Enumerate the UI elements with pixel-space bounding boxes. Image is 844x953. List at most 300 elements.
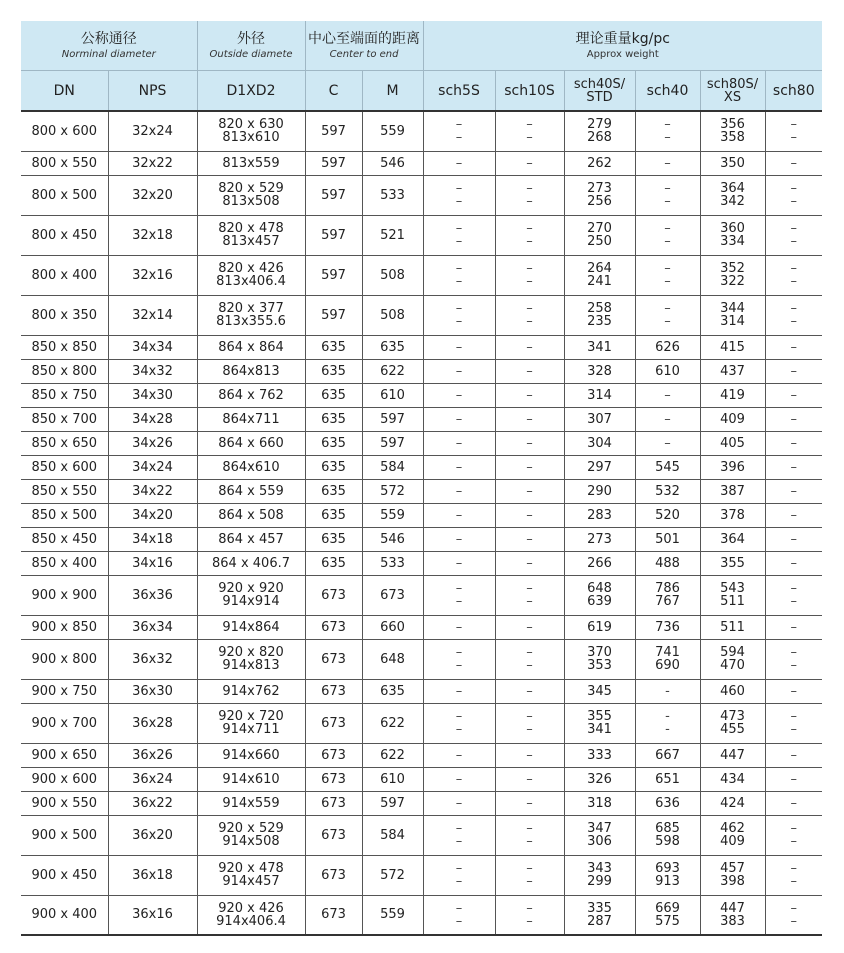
cell-line: 457 (720, 861, 745, 876)
cell-line: – (790, 874, 798, 889)
cell-sch80 (765, 455, 822, 479)
table-row (21, 215, 822, 255)
cell-sch40s (564, 431, 635, 455)
cell-line: – (664, 181, 671, 196)
cell-line: – (664, 314, 671, 329)
col-sch5s: sch5S (423, 71, 495, 112)
cell-sch40s (564, 151, 635, 175)
cell-line: – (664, 221, 671, 236)
cell-sch40 (635, 383, 700, 407)
cell-line: 920 x 720 (218, 709, 284, 724)
cell-c: 673 (305, 679, 362, 703)
cell-sch10s (495, 111, 564, 151)
header-weight-en: Approx weight (586, 48, 659, 60)
cell-line: – (455, 411, 463, 427)
cell-c: 597 (305, 295, 362, 335)
cell-od (197, 743, 305, 767)
cell-line: 283 (587, 507, 612, 523)
cell-m: 610 (362, 767, 423, 791)
cell-line: – (526, 459, 533, 475)
cell-sch10s (495, 335, 564, 359)
cell-line: 914x711 (222, 722, 280, 737)
cell-dn: 850 x 400 (21, 551, 108, 575)
cell-line: 864x813 (222, 363, 280, 379)
cell-line: 235 (587, 314, 612, 329)
cell-line: - (665, 722, 670, 737)
cell-nps: 36x18 (108, 855, 197, 895)
cell-sch80 (765, 679, 822, 703)
header-center-to-end (305, 21, 423, 71)
cell-line: – (455, 821, 463, 836)
cell-line: 920 x 920 (218, 581, 284, 596)
cell-m: 622 (362, 743, 423, 767)
cell-sch80 (765, 431, 822, 455)
table-row (21, 639, 822, 679)
cell-nps: 34x18 (108, 527, 197, 551)
cell-line: 914x457 (222, 874, 280, 889)
cell-sch10s (495, 151, 564, 175)
cell-sch10s (495, 743, 564, 767)
cell-c: 597 (305, 151, 362, 175)
cell-line: 350 (720, 155, 745, 171)
cell-line: 341 (587, 339, 612, 355)
cell-line: 264 (587, 261, 612, 276)
cell-sch10s (495, 551, 564, 575)
cell-c: 635 (305, 407, 362, 431)
cell-line: 639 (587, 594, 612, 609)
cell-line: – (455, 194, 463, 209)
cell-od (197, 855, 305, 895)
cell-line: 786 (655, 581, 680, 596)
cell-line: – (455, 130, 463, 146)
cell-sch80s (700, 679, 765, 703)
cell-od (197, 111, 305, 151)
cell-line: – (526, 581, 533, 596)
cell-sch80s (700, 151, 765, 175)
cell-line: – (664, 117, 671, 133)
cell-line: – (790, 459, 798, 475)
cell-nps: 34x22 (108, 479, 197, 503)
cell-m: 508 (362, 295, 423, 335)
cell-line: 347 (587, 821, 612, 836)
cell-nps: 32x16 (108, 255, 197, 295)
table-row (21, 383, 822, 407)
cell-sch80s (700, 895, 765, 935)
cell-line: 355 (587, 709, 612, 724)
cell-line: 532 (655, 483, 680, 499)
table-row (21, 767, 822, 791)
cell-dn: 850 x 850 (21, 335, 108, 359)
cell-line: 736 (655, 619, 680, 635)
cell-nps: 36x30 (108, 679, 197, 703)
cell-c: 597 (305, 255, 362, 295)
col-nps: NPS (108, 71, 197, 112)
cell-line: 820 x 478 (218, 221, 284, 236)
cell-line: 447 (720, 900, 745, 916)
cell-line: – (455, 581, 463, 596)
table-row (21, 679, 822, 703)
cell-c: 635 (305, 503, 362, 527)
cell-line: 335 (587, 900, 612, 916)
cell-line: – (790, 555, 798, 571)
cell-line: – (790, 483, 798, 499)
cell-sch40 (635, 575, 700, 615)
cell-line: 575 (655, 913, 680, 929)
cell-line: 462 (720, 821, 745, 836)
cell-line: 914x406.4 (216, 913, 286, 929)
cell-line: – (526, 435, 533, 451)
cell-line: – (526, 130, 533, 146)
cell-line: 314 (587, 387, 612, 403)
cell-sch80s (700, 615, 765, 639)
cell-sch40s (564, 815, 635, 855)
cell-line: – (526, 387, 533, 403)
cell-sch5s (423, 503, 495, 527)
cell-line: 864 x 864 (218, 339, 284, 355)
cell-line: 322 (720, 274, 745, 289)
cell-line: 598 (655, 834, 680, 849)
cell-sch5s (423, 407, 495, 431)
header-outside-en: Outside diamete (209, 48, 293, 60)
cell-c: 635 (305, 359, 362, 383)
cell-line: – (526, 821, 533, 836)
cell-sch10s (495, 767, 564, 791)
cell-sch80 (765, 255, 822, 295)
cell-line: 314 (720, 314, 745, 329)
cell-dn: 900 x 700 (21, 703, 108, 743)
table-row (21, 455, 822, 479)
col-c: C (305, 71, 362, 112)
cell-sch80s (700, 215, 765, 255)
cell-od (197, 431, 305, 455)
cell-sch10s (495, 359, 564, 383)
cell-line: 914x660 (222, 747, 280, 763)
cell-line: – (526, 709, 533, 724)
cell-line: – (664, 387, 671, 403)
cell-line: 299 (587, 874, 612, 889)
cell-line: – (526, 507, 533, 523)
cell-line: 460 (720, 683, 745, 699)
cell-dn: 800 x 450 (21, 215, 108, 255)
cell-nps: 36x16 (108, 895, 197, 935)
cell-od (197, 679, 305, 703)
cell-m: 572 (362, 855, 423, 895)
cell-sch10s (495, 855, 564, 895)
cell-line: – (455, 900, 463, 916)
cell-line: – (790, 234, 798, 249)
cell-sch80 (765, 703, 822, 743)
cell-line: 304 (587, 435, 612, 451)
cell-sch40 (635, 431, 700, 455)
cell-od (197, 151, 305, 175)
cell-line: – (455, 507, 463, 523)
cell-od (197, 215, 305, 255)
cell-line: – (790, 181, 798, 196)
cell-sch40 (635, 215, 700, 255)
cell-dn: 800 x 350 (21, 295, 108, 335)
cell-line: 343 (587, 861, 612, 876)
cell-sch40 (635, 855, 700, 895)
cell-line: – (526, 683, 533, 699)
cell-line: – (455, 658, 463, 673)
cell-line: – (790, 709, 798, 724)
cell-dn: 850 x 750 (21, 383, 108, 407)
cell-line: 297 (587, 459, 612, 475)
cell-sch80 (765, 639, 822, 679)
cell-line: 693 (655, 861, 680, 876)
cell-line: 307 (587, 411, 612, 427)
header-approx-weight (423, 21, 822, 71)
cell-line: – (790, 900, 798, 916)
cell-line: – (790, 913, 798, 929)
cell-sch40 (635, 527, 700, 551)
cell-sch80 (765, 791, 822, 815)
cell-line: 341 (587, 722, 612, 737)
cell-line: – (526, 363, 533, 379)
cell-line: – (790, 658, 798, 673)
cell-od (197, 479, 305, 503)
cell-nps: 36x32 (108, 639, 197, 679)
cell-od (197, 575, 305, 615)
cell-m: 559 (362, 111, 423, 151)
cell-line: – (455, 861, 463, 876)
cell-line: - (665, 709, 670, 724)
cell-line: 419 (720, 387, 745, 403)
cell-sch5s (423, 255, 495, 295)
cell-sch80 (765, 295, 822, 335)
cell-line: 355 (720, 555, 745, 571)
cell-line: 813x457 (222, 234, 280, 249)
cell-line: 345 (587, 683, 612, 699)
cell-line: – (526, 771, 533, 787)
cell-c: 673 (305, 895, 362, 935)
cell-line: – (526, 861, 533, 876)
cell-sch40s (564, 175, 635, 215)
cell-od (197, 255, 305, 295)
cell-sch40 (635, 791, 700, 815)
cell-line: 813x559 (222, 155, 280, 171)
cell-line: – (455, 771, 463, 787)
cell-od (197, 359, 305, 383)
cell-line: 820 x 377 (218, 301, 284, 316)
cell-sch40 (635, 703, 700, 743)
cell-line: – (790, 221, 798, 236)
cell-line: 356 (720, 117, 745, 133)
cell-line: – (526, 117, 533, 133)
cell-line: 920 x 426 (218, 900, 284, 916)
cell-line: – (455, 709, 463, 724)
table-row (21, 295, 822, 335)
cell-line: – (790, 314, 798, 329)
cell-sch10s (495, 295, 564, 335)
cell-line: - (665, 683, 670, 699)
cell-sch80s (700, 743, 765, 767)
cell-line: 813x610 (222, 130, 280, 146)
cell-line: 864 x 762 (218, 387, 284, 403)
cell-line: 364 (720, 531, 745, 547)
cell-line: 626 (655, 339, 680, 355)
cell-line: – (526, 483, 533, 499)
cell-line: 398 (720, 874, 745, 889)
cell-line: 741 (655, 645, 680, 660)
cell-dn: 850 x 700 (21, 407, 108, 431)
cell-sch5s (423, 703, 495, 743)
cell-line: 864 x 406.7 (212, 555, 291, 571)
cell-line: 437 (720, 363, 745, 379)
cell-sch10s (495, 383, 564, 407)
cell-sch40s (564, 575, 635, 615)
header-row-groups (21, 21, 822, 71)
cell-line: – (790, 861, 798, 876)
cell-line: – (790, 821, 798, 836)
cell-m: 622 (362, 703, 423, 743)
cell-dn: 800 x 550 (21, 151, 108, 175)
cell-line: 409 (720, 834, 745, 849)
cell-sch40 (635, 151, 700, 175)
table-row (21, 615, 822, 639)
cell-sch5s (423, 615, 495, 639)
cell-line: – (664, 301, 671, 316)
cell-sch80 (765, 895, 822, 935)
cell-od (197, 767, 305, 791)
cell-sch5s (423, 743, 495, 767)
cell-line: 651 (655, 771, 680, 787)
cell-line: – (526, 619, 533, 635)
cell-line: 353 (587, 658, 612, 673)
cell-sch40 (635, 479, 700, 503)
cell-sch40 (635, 815, 700, 855)
cell-line: 424 (720, 795, 745, 811)
cell-sch5s (423, 335, 495, 359)
cell-sch10s (495, 255, 564, 295)
cell-line: 690 (655, 658, 680, 673)
cell-line: 669 (655, 900, 680, 916)
col-m: M (362, 71, 423, 112)
cell-line: 864 x 660 (218, 435, 284, 451)
cell-sch40s (564, 479, 635, 503)
cell-od (197, 503, 305, 527)
cell-sch5s (423, 295, 495, 335)
cell-line: 914x813 (222, 658, 280, 673)
cell-line: 378 (720, 507, 745, 523)
cell-sch40 (635, 615, 700, 639)
cell-line: 820 x 630 (218, 117, 284, 133)
cell-dn: 850 x 450 (21, 527, 108, 551)
table-row (21, 255, 822, 295)
cell-sch80 (765, 359, 822, 383)
header-nominal-diameter (21, 21, 197, 71)
cell-line: 545 (655, 459, 680, 475)
cell-sch80 (765, 383, 822, 407)
cell-sch40 (635, 767, 700, 791)
cell-line: – (455, 834, 463, 849)
reducer-spec-table (21, 21, 822, 936)
cell-sch40 (635, 295, 700, 335)
cell-line: – (790, 387, 798, 403)
cell-od (197, 815, 305, 855)
cell-line: 290 (587, 483, 612, 499)
cell-line: 270 (587, 221, 612, 236)
cell-sch80 (765, 407, 822, 431)
cell-line: 820 x 426 (218, 261, 284, 276)
cell-sch40s (564, 767, 635, 791)
cell-sch40s (564, 703, 635, 743)
cell-line: 326 (587, 771, 612, 787)
table-row (21, 575, 822, 615)
cell-line: 864 x 559 (218, 483, 284, 499)
header-nominal-en: Norminal diameter (61, 48, 156, 60)
table-row (21, 479, 822, 503)
cell-line: – (526, 658, 533, 673)
cell-line: 914x762 (222, 683, 280, 699)
cell-c: 673 (305, 703, 362, 743)
cell-m: 559 (362, 895, 423, 935)
cell-sch10s (495, 431, 564, 455)
cell-nps: 32x20 (108, 175, 197, 215)
cell-sch10s (495, 407, 564, 431)
cell-sch40s (564, 551, 635, 575)
col-sch40s-std (564, 71, 635, 112)
cell-line: – (455, 117, 463, 133)
cell-sch40s (564, 407, 635, 431)
table-row (21, 335, 822, 359)
cell-sch80 (765, 503, 822, 527)
cell-sch5s (423, 767, 495, 791)
cell-nps: 34x32 (108, 359, 197, 383)
cell-m: 622 (362, 359, 423, 383)
cell-line: – (455, 594, 463, 609)
cell-c: 673 (305, 791, 362, 815)
cell-line: – (664, 194, 671, 209)
cell-line: – (455, 483, 463, 499)
table-row (21, 431, 822, 455)
cell-sch80s (700, 359, 765, 383)
cell-line: 920 x 478 (218, 861, 284, 876)
cell-line: – (455, 387, 463, 403)
cell-line: – (455, 261, 463, 276)
cell-line: 358 (720, 130, 745, 146)
cell-line: 333 (587, 747, 612, 763)
cell-od (197, 615, 305, 639)
cell-sch40s (564, 111, 635, 151)
header-weight-zh: 理论重量kg/pc (575, 30, 670, 47)
cell-line: – (455, 722, 463, 737)
cell-line: 501 (655, 531, 680, 547)
cell-sch80 (765, 575, 822, 615)
cell-sch10s (495, 503, 564, 527)
cell-sch80s (700, 703, 765, 743)
cell-c: 673 (305, 767, 362, 791)
cell-sch10s (495, 615, 564, 639)
col-sch40s-line2: STD (586, 89, 613, 105)
cell-sch80s (700, 639, 765, 679)
cell-line: – (790, 594, 798, 609)
cell-sch40 (635, 679, 700, 703)
cell-sch5s (423, 479, 495, 503)
table-row (21, 895, 822, 935)
table-row (21, 703, 822, 743)
cell-line: 813x508 (222, 194, 280, 209)
table-row (21, 151, 822, 175)
cell-line: – (790, 435, 798, 451)
cell-nps: 32x24 (108, 111, 197, 151)
cell-sch10s (495, 479, 564, 503)
cell-line: – (455, 645, 463, 660)
cell-line: 667 (655, 747, 680, 763)
cell-line: 360 (720, 221, 745, 236)
cell-od (197, 295, 305, 335)
cell-line: – (455, 459, 463, 475)
